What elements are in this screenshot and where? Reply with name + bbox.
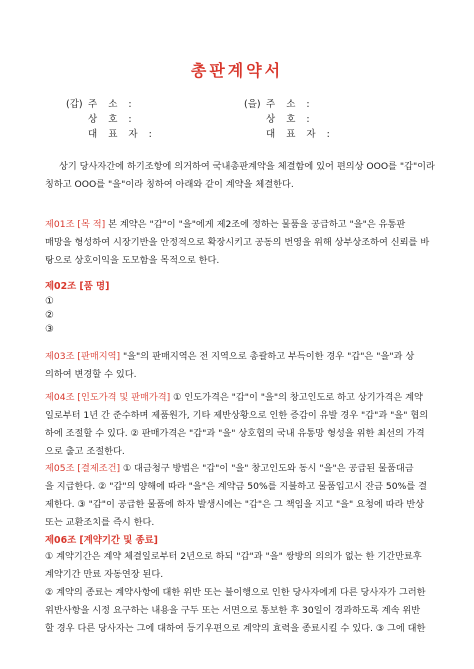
article-line: ① 대금청구 방법은 "갑"이 "을" 창고인도와 동시 "을"은 공급된 물품대금 (122, 463, 414, 474)
article-2-items (45, 295, 54, 337)
preamble-line: 칭하고 OOO를 "을"이라 칭하여 아래와 같이 계약을 체결한다. (45, 179, 294, 190)
party-a-block (66, 97, 156, 142)
article-4 (45, 389, 455, 461)
article-line: 하에 조절할 수 있다. ② 판매가격은 "갑"과 "을" 상호협의 국내 유통망 형성을 위한 최선의 가격 (45, 428, 425, 439)
article-5-heading: 제05조 [결제조건] (45, 463, 121, 474)
party-a-label: (갑) (66, 99, 83, 110)
party-b-name-label: 상 호 : (266, 114, 314, 125)
article-line: 매망을 형성하여 시장기반을 안정적으로 확장시키고 공동의 번영을 위해 상부상조하여 신뢰를 바 (45, 237, 430, 248)
article-line: 또는 교환조치를 즉시 한다. (45, 517, 155, 528)
article-line: ② 계약의 종료는 계약사항에 대한 위반 또는 불이행으로 인한 당사자에게 다른 당사자가 그러한 (45, 587, 426, 598)
list-item: ① (45, 296, 54, 307)
article-line: 탕으로 상호이익을 도모함을 목적으로 한다. (45, 255, 220, 266)
list-item: ② (45, 310, 54, 321)
article-line: ① 인도가격은 "갑"이 "을"의 창고인도로 하고 상기가격은 계약 (173, 392, 423, 403)
article-4-heading: 제04조 [인도가격 및 판매가격] (45, 392, 171, 403)
article-line: 제한다. ③ "갑"이 공급한 물품에 하자 발생시에는 "갑"은 그 책임을 지고 "을" 요청에 따라 반상 (45, 499, 425, 510)
preamble (45, 158, 455, 194)
party-a-name-label: 상 호 : (88, 114, 136, 125)
article-line: 으로 출고 조절한다. (45, 446, 125, 457)
list-item: ③ (45, 324, 54, 335)
article-line: 의하여 변경할 수 있다. (45, 369, 137, 380)
article-6 (45, 548, 455, 638)
article-line: 본 계약은 "갑"이 "을"에게 제2조에 정하는 물품을 공급하고 "을"은 유통판 (108, 219, 406, 230)
party-b-rep-label: 대 표 자 : (266, 129, 334, 140)
article-line: 을 지급한다. ② "갑"의 양해에 따라 "을"은 계약금 50%를 지불하고 물품입고시 잔금 50%를 결 (45, 481, 427, 492)
article-line: 일로부터 1년 간 준수하며 제품원가, 기타 제반상황으로 인한 증감이 유발 경우 "갑"과 "을" 협의 (45, 410, 429, 421)
article-line: 위반사항을 시정 요구하는 내용을 구두 또는 서면으로 통보한 후 30일이 경과하도록 계속 위반 (45, 605, 421, 616)
party-b-label: (을) (244, 99, 261, 110)
party-b-address-label: 주 소 : (266, 99, 314, 110)
party-b-block (244, 97, 334, 142)
article-line: 계약기간 만료 자동연장 된다. (45, 569, 164, 580)
document-title: 총판계약서 (190, 61, 284, 80)
article-3-heading: 제03조 [판매지역] (45, 351, 121, 362)
article-2-heading: 제02조 [품 명] (45, 281, 110, 292)
article-line: ① 계약기간은 계약 체결일로부터 2년으로 하되 "갑"과 "을" 쌍방의 의의가 없는 한 기간만료후 (45, 551, 422, 562)
article-line: 할 경우 다른 당사자는 그에 대하여 등기우편으로 계약의 효력을 종료시킬 수 있다. ③ 그에 대한 (45, 623, 426, 634)
preamble-line: 상기 당사자간에 하기조항에 의거하여 국내총판계약을 체결함에 있어 편의상 OOO를 "갑"이라 (59, 161, 435, 172)
article-3 (45, 348, 455, 384)
article-6-heading: 제06조 [계약기간 및 종료] (45, 535, 158, 546)
article-line: "을"의 판매지역은 전 지역으로 총괄하고 부득이한 경우 "갑"은 "을"과 상 (122, 351, 415, 362)
article-5 (45, 460, 455, 532)
party-a-address-label: 주 소 : (88, 99, 136, 110)
party-a-rep-label: 대 표 자 : (88, 129, 156, 140)
article-1 (45, 216, 455, 270)
article-1-heading: 제01조 [목 적] (45, 219, 106, 230)
